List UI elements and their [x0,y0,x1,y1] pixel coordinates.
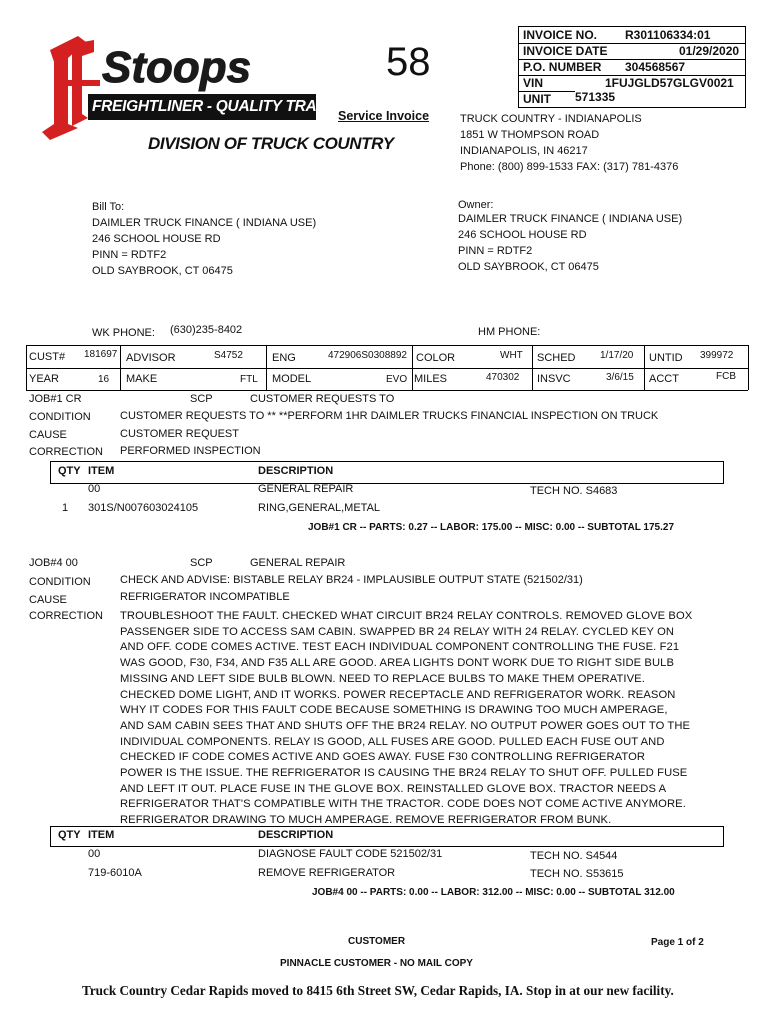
job4-scp: SCP [190,557,213,569]
correction-line: AND OFF. CODE COMES ACTIVE. TEST EACH INDIVIDUAL COMPONENT CONTROLLING THE FUSE. F21 [120,641,680,654]
correction-line: WAS GOOD, F30, F34, AND F35 ALL ARE GOOD. AREA LIGHTS DONT WORK DUE TO RIGHT SIDE BULB [120,657,675,670]
correction-line: CHECKED IF CODE COMES ACTIVE AND GOES AWAY. FUSE F30 CONTROLLING REFRIGERATOR [120,751,646,764]
unit-label: UNIT [523,92,551,106]
job1-qty-header: QTY [58,465,81,477]
invoice-no: R301106334:01 [625,28,711,42]
job1-label: JOB#1 CR [29,393,82,405]
job4-desc-header: DESCRIPTION [258,829,334,841]
advisor-label: ADVISOR [126,352,176,364]
color-label: COLOR [416,352,456,364]
sched-label: SCHED [537,352,576,364]
job1-line2-qty: 1 [62,502,69,514]
unit: 571335 [575,90,616,104]
eng-label: ENG [272,352,296,364]
cust-value: 181697 [84,349,118,360]
job1-cause-label: CAUSE [29,429,67,441]
job4-item-header: ITEM [88,829,115,841]
customer-label: CUSTOMER [348,936,406,947]
bill-to-line3: PINN = RDTF2 [92,249,167,261]
make-value: FTL [240,374,258,385]
year-value: 16 [98,374,110,385]
job1-correction: PERFORMED INSPECTION [120,445,261,457]
bill-to-line4: OLD SAYBROOK, CT 06475 [92,265,233,277]
job4-condition: CHECK AND ADVISE: BISTABLE RELAY BR24 - IMPLAUSIBLE OUTPUT STATE (521502/31) [120,574,583,586]
job4-cause: REFRIGERATOR INCOMPATIBLE [120,591,290,603]
dealer-phone: Phone: (800) 899-1533 FAX: (317) 781-4376 [460,161,679,173]
job1-title: CUSTOMER REQUESTS TO [250,393,395,405]
correction-line: MISSING AND LEFT SIDE BULB BLOWN. NEED TO REPLACE BULBS TO MAKE THEM OPERATIVE. [120,672,645,685]
job1-line2-item: 301S/N007603024105 [88,502,199,514]
correction-line: AND SAM CABIN SEES THAT AND SHUTS OFF THE BR24 RELAY. NO OUTPUT POWER GOES OUT TO THE [120,719,691,732]
correction-line: AND LEFT IT OUT. PLACE FUSE IN THE GLOVE BOX. REINSTALLED GLOVE BOX. TRACTOR NEEDS A [120,782,667,795]
document-number: 58 [386,40,431,84]
correction-line: INDIVIDUAL COMPONENTS. RELAY IS GOOD, ALL FUSES ARE GOOD. PULLED EACH FUSE OUT AND [120,735,665,748]
dealer-name: TRUCK COUNTRY - INDIANAPOLIS [460,113,642,125]
relocation-notice: Truck Country Cedar Rapids moved to 8415 6th Street SW, Cedar Rapids, IA. Stop in at our new facility. [82,983,674,998]
dealer-address1: 1851 W THOMPSON ROAD [460,129,600,141]
correction-line: TROUBLESHOOT THE FAULT. CHECKED WHAT CIRCUIT BR24 RELAY CONTROLS. REMOVED GLOVE BOX [120,610,693,622]
job4-line1-tech: TECH NO. S4544 [530,850,618,862]
job1-line1-item: 00 [88,483,101,495]
year-label: YEAR [29,373,59,385]
wk-phone: (630)235-8402 [170,324,243,336]
insvc-value: 3/6/15 [606,372,634,383]
eng-value: 472906S0308892 [328,350,407,361]
vin: 1FUJGLD57GLGV0021 [605,76,734,90]
job1-subtotal: JOB#1 CR -- PARTS: 0.27 -- LABOR: 175.00 -- MISC: 0.00 -- SUBTOTAL 175.27 [308,522,675,533]
svg-text:Stoops: Stoops [102,43,252,92]
invoice-info-box [518,26,746,108]
acct-value: FCB [716,371,736,382]
job1-scp: SCP [190,393,213,405]
model-label: MODEL [272,373,312,385]
acct-label: ACCT [649,373,679,385]
cust-label: CUST# [29,351,66,363]
po-number-label: P.O. NUMBER [523,60,602,74]
invoice-date-label: INVOICE DATE [523,44,608,58]
color-value: WHT [500,350,523,361]
owner-line1: DAIMLER TRUCK FINANCE ( INDIANA USE) [458,213,683,225]
po-number: 304568567 [625,60,686,74]
bill-to-line2: 246 SCHOOL HOUSE RD [92,233,221,245]
pinnacle-notice: PINNACLE CUSTOMER - NO MAIL COPY [280,958,473,969]
untid-value: 399972 [700,350,734,361]
dealer-address2: INDIANAPOLIS, IN 46217 [460,145,588,157]
owner-line3: PINN = RDTF2 [458,245,533,257]
job4-subtotal: JOB#4 00 -- PARTS: 0.00 -- LABOR: 312.00 -- MISC: 0.00 -- SUBTOTAL 312.00 [312,887,675,898]
job4-line2-item: 719-6010A [88,867,142,879]
job1-line1-desc: GENERAL REPAIR [258,483,354,495]
job4-title: GENERAL REPAIR [250,557,346,569]
miles-label: MILES [414,373,448,385]
correction-line: POWER IS THE ISSUE. THE REFRIGERATOR IS CAUSING THE BR24 RELAY TO SHUT OFF. PULLED FUSE [120,767,688,780]
job1-condition: CUSTOMER REQUESTS TO ** **PERFORM 1HR DAIMLER TRUCKS FINANCIAL INSPECTION ON TRUCK [120,410,659,422]
hm-phone-label: HM PHONE: [478,326,541,338]
job1-desc-header: DESCRIPTION [258,465,334,477]
insvc-label: INSVC [537,373,571,385]
logo-tagline: FREIGHTLINER - QUALITY TRAILER [92,98,351,115]
job1-cause: CUSTOMER REQUEST [120,428,239,440]
advisor-value: S4752 [214,350,243,361]
job4-line1-item: 00 [88,848,101,860]
invoice-no-label: INVOICE NO. [523,28,598,42]
model-value: EVO [386,374,408,385]
job4-correction-text [120,609,700,829]
correction-line: REFRIGERATOR THAT'S COMPATIBLE WITH THE TRACTOR. CODE DOES NOT COME ACTIVE ANYMORE. [120,798,686,811]
invoice-date: 01/29/2020 [679,44,740,58]
correction-line: REFRIGERATOR DRAWING TO MUCH AMPERAGE. REMOVE REFRIGERATOR FROM BUNK. [120,814,612,827]
untid-label: UNTID [649,352,683,364]
wk-phone-label: WK PHONE: [92,327,155,339]
owner-line4: OLD SAYBROOK, CT 06475 [458,261,599,273]
miles-value: 470302 [486,372,520,383]
correction-line: WHY IT CODES FOR THIS FAULT CODE BECAUSE SOMETHING IS DRAWING TOO MUCH AMPERAGE, [120,704,668,717]
job1-line1-tech: TECH NO. S4683 [530,485,618,497]
job4-items-header [50,826,724,847]
bill-to-line1: DAIMLER TRUCK FINANCE ( INDIANA USE) [92,217,317,229]
job4-line2-desc: REMOVE REFRIGERATOR [258,867,396,879]
job1-item-header: ITEM [88,465,115,477]
make-label: MAKE [126,373,158,385]
document-type: Service Invoice [338,109,430,123]
owner-label: Owner: [458,199,494,211]
job4-correction-label: CORRECTION [29,610,103,622]
job1-items-header [50,461,724,484]
job4-cause-label: CAUSE [29,594,67,606]
vin-label: VIN [523,76,544,90]
job4-condition-label: CONDITION [29,576,91,588]
correction-line: CHECKED DOME LIGHT, AND IT WORKS. POWER RECEPTACLE AND REFRIGERATOR WORK. REASON [120,688,676,701]
job1-correction-label: CORRECTION [29,446,103,458]
job4-line2-tech: TECH NO. S53615 [530,868,624,880]
correction-line: PASSENGER SIDE TO ACCESS SAM CABIN. SWAPPED BR 24 RELAY WITH 24 RELAY. CYCLED KEY ON [120,625,675,638]
owner-line2: 246 SCHOOL HOUSE RD [458,229,587,241]
job1-condition-label: CONDITION [29,411,91,423]
job4-qty-header: QTY [58,829,81,841]
bill-to-label: Bill To: [92,201,125,213]
page-number: Page 1 of 2 [651,937,704,948]
job4-line1-desc: DIAGNOSE FAULT CODE 521502/31 [258,848,443,860]
logo-division: DIVISION OF TRUCK COUNTRY [148,134,394,153]
sched-value: 1/17/20 [600,350,634,361]
job4-label: JOB#4 00 [29,557,78,569]
job1-line2-desc: RING,GENERAL,METAL [258,502,381,514]
